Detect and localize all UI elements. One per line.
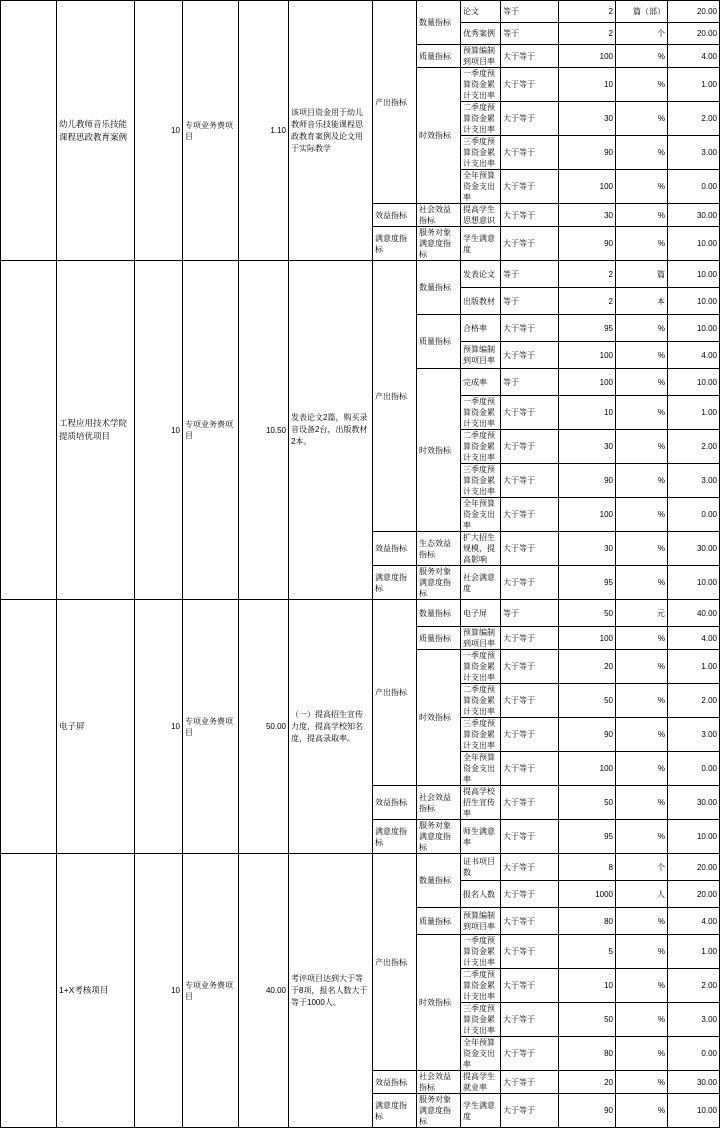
indicator-weight: 30.00 bbox=[668, 204, 720, 227]
project-score: 10 bbox=[135, 261, 183, 600]
indicator-operator: 等于 bbox=[501, 288, 559, 315]
indicator-unit: % bbox=[616, 752, 668, 786]
indicator-unit: % bbox=[616, 718, 668, 752]
indicator-weight: 10.00 bbox=[668, 1094, 720, 1128]
indicator-group-label: 时效指标 bbox=[417, 650, 461, 786]
indicator-value: 20 bbox=[559, 650, 616, 684]
benefit-indicator-sublabel: 社会效益指标 bbox=[417, 786, 461, 820]
indicator-weight: 10.00 bbox=[668, 288, 720, 315]
indicator-name: 完成率 bbox=[461, 369, 501, 396]
indicator-value: 100 bbox=[559, 369, 616, 396]
indicator-unit: % bbox=[616, 396, 668, 430]
output-indicator-label: 产出指标 bbox=[373, 261, 417, 532]
indicator-weight: 3.00 bbox=[668, 718, 720, 752]
indicator-weight: 3.00 bbox=[668, 1003, 720, 1037]
indicator-operator: 大于等于 bbox=[501, 227, 559, 261]
benefit-indicator-label: 效益指标 bbox=[373, 204, 417, 227]
indicator-weight: 30.00 bbox=[668, 1071, 720, 1094]
indicator-value: 50 bbox=[559, 786, 616, 820]
indicator-weight: 10.00 bbox=[668, 227, 720, 261]
indicator-weight: 40.00 bbox=[668, 600, 720, 627]
indicator-operator: 大于等于 bbox=[501, 430, 559, 464]
indicator-group-label: 时效指标 bbox=[417, 369, 461, 532]
indicator-value: 100 bbox=[559, 752, 616, 786]
indicator-name: 全年预算资金支出率 bbox=[461, 752, 501, 786]
indicator-operator: 大于等于 bbox=[501, 650, 559, 684]
indicator-value: 5 bbox=[559, 935, 616, 969]
indicator-weight: 20.00 bbox=[668, 854, 720, 881]
indicator-operator: 大于等于 bbox=[501, 464, 559, 498]
indicator-name: 报名人数 bbox=[461, 881, 501, 908]
indicator-group-label: 数量指标 bbox=[417, 1, 461, 45]
project-score: 10 bbox=[135, 600, 183, 854]
output-indicator-label: 产出指标 bbox=[373, 1, 417, 204]
indicator-value: 50 bbox=[559, 684, 616, 718]
indicator-operator: 大于等于 bbox=[501, 881, 559, 908]
project-amount: 40.00 bbox=[239, 854, 289, 1128]
spacer-cell bbox=[1, 600, 57, 854]
indicator-unit: % bbox=[616, 566, 668, 600]
indicator-operator: 大于等于 bbox=[501, 396, 559, 430]
indicator-value: 8 bbox=[559, 854, 616, 881]
indicator-weight: 1.00 bbox=[668, 935, 720, 969]
indicator-operator: 大于等于 bbox=[501, 718, 559, 752]
indicator-weight: 1.00 bbox=[668, 396, 720, 430]
indicator-weight: 10.00 bbox=[668, 315, 720, 342]
indicator-value: 20 bbox=[559, 1071, 616, 1094]
project-type: 专项业务费项目 bbox=[183, 600, 239, 854]
indicator-name: 预算编制到项目率 bbox=[461, 342, 501, 369]
indicator-operator: 大于等于 bbox=[501, 342, 559, 369]
indicator-value: 90 bbox=[559, 718, 616, 752]
indicator-value: 50 bbox=[559, 1003, 616, 1037]
project-description: （一）提高招生宣传力度，提高学校知名度，提高录取率。 bbox=[289, 600, 373, 854]
indicator-operator: 大于等于 bbox=[501, 969, 559, 1003]
indicator-name: 社会满意度 bbox=[461, 566, 501, 600]
satisfaction-indicator-sublabel: 服务对象满意度指标 bbox=[417, 227, 461, 261]
project-description: 该项目资金用于幼儿教师音乐技能课程思政教育案例及论文用于实际教学 bbox=[289, 1, 373, 261]
indicator-operator: 大于等于 bbox=[501, 566, 559, 600]
indicator-operator: 大于等于 bbox=[501, 498, 559, 532]
indicator-unit: % bbox=[616, 45, 668, 68]
indicator-value: 10 bbox=[559, 396, 616, 430]
indicator-unit: 篇（部） bbox=[616, 1, 668, 23]
indicator-name: 三季度预算资金累计支出率 bbox=[461, 136, 501, 170]
indicator-operator: 等于 bbox=[501, 600, 559, 627]
indicator-value: 90 bbox=[559, 1094, 616, 1128]
project-name: 1+X考核项目 bbox=[57, 854, 135, 1128]
indicator-value: 100 bbox=[559, 170, 616, 204]
indicator-unit: % bbox=[616, 204, 668, 227]
benefit-indicator-sublabel: 社会效益指标 bbox=[417, 1071, 461, 1094]
indicator-name: 一季度预算资金累计支出率 bbox=[461, 935, 501, 969]
indicator-unit: 元 bbox=[616, 600, 668, 627]
indicator-operator: 大于等于 bbox=[501, 627, 559, 650]
indicator-weight: 1.00 bbox=[668, 68, 720, 102]
indicator-name: 优秀案例 bbox=[461, 23, 501, 45]
indicator-unit: % bbox=[616, 786, 668, 820]
project-amount: 10.50 bbox=[239, 261, 289, 600]
indicator-weight: 20.00 bbox=[668, 1, 720, 23]
indicator-weight: 2.00 bbox=[668, 430, 720, 464]
indicator-value: 1000 bbox=[559, 881, 616, 908]
indicator-value: 95 bbox=[559, 315, 616, 342]
project-score: 10 bbox=[135, 854, 183, 1128]
indicator-operator: 大于等于 bbox=[501, 1003, 559, 1037]
indicator-weight: 4.00 bbox=[668, 908, 720, 935]
project-score: 10 bbox=[135, 1, 183, 261]
indicator-unit: % bbox=[616, 170, 668, 204]
indicator-operator: 大于等于 bbox=[501, 315, 559, 342]
indicator-unit: % bbox=[616, 1094, 668, 1128]
indicator-weight: 10.00 bbox=[668, 369, 720, 396]
spacer-cell bbox=[1, 1, 57, 261]
project-type: 专项业务费项目 bbox=[183, 854, 239, 1128]
indicator-group-label: 质量指标 bbox=[417, 627, 461, 650]
indicator-weight: 30.00 bbox=[668, 532, 720, 566]
indicator-unit: 人 bbox=[616, 881, 668, 908]
indicator-value: 10 bbox=[559, 969, 616, 1003]
indicator-value: 95 bbox=[559, 820, 616, 854]
indicator-value: 2 bbox=[559, 261, 616, 288]
indicator-value: 90 bbox=[559, 464, 616, 498]
indicator-unit: % bbox=[616, 136, 668, 170]
table-row bbox=[1, 1, 720, 23]
spacer-cell bbox=[1, 854, 57, 1128]
indicator-weight: 10.00 bbox=[668, 820, 720, 854]
indicator-name: 二季度预算资金累计支出率 bbox=[461, 969, 501, 1003]
indicator-weight: 0.00 bbox=[668, 498, 720, 532]
satisfaction-indicator-sublabel: 服务对象满意度指标 bbox=[417, 820, 461, 854]
indicator-name: 扩大招生规模，提高影响 bbox=[461, 532, 501, 566]
table-row bbox=[1, 261, 720, 288]
indicator-operator: 大于等于 bbox=[501, 136, 559, 170]
indicator-name: 二季度预算资金累计支出率 bbox=[461, 102, 501, 136]
indicator-value: 50 bbox=[559, 600, 616, 627]
indicator-name: 全年预算资金支出率 bbox=[461, 498, 501, 532]
indicator-operator: 大于等于 bbox=[501, 684, 559, 718]
indicator-weight: 4.00 bbox=[668, 342, 720, 369]
indicator-unit: % bbox=[616, 935, 668, 969]
indicator-operator: 等于 bbox=[501, 1, 559, 23]
indicator-group-label: 数量指标 bbox=[417, 261, 461, 315]
project-type: 专项业务费项目 bbox=[183, 261, 239, 600]
table-row bbox=[1, 854, 720, 881]
indicator-operator: 等于 bbox=[501, 369, 559, 396]
indicator-group-label: 质量指标 bbox=[417, 315, 461, 369]
indicator-operator: 大于等于 bbox=[501, 908, 559, 935]
indicator-unit: % bbox=[616, 369, 668, 396]
indicator-weight: 2.00 bbox=[668, 969, 720, 1003]
indicator-operator: 等于 bbox=[501, 23, 559, 45]
indicator-name: 一季度预算资金累计支出率 bbox=[461, 396, 501, 430]
project-name: 电子屏 bbox=[57, 600, 135, 854]
indicator-value: 30 bbox=[559, 204, 616, 227]
indicator-unit: % bbox=[616, 498, 668, 532]
indicator-name: 提高学生思想意识 bbox=[461, 204, 501, 227]
project-description: 发表论文2篇，购买录音设备2台，出版教材2本。 bbox=[289, 261, 373, 600]
indicator-operator: 大于等于 bbox=[501, 820, 559, 854]
indicator-name: 二季度预算资金累计支出率 bbox=[461, 684, 501, 718]
indicator-value: 10 bbox=[559, 68, 616, 102]
indicator-value: 2 bbox=[559, 1, 616, 23]
project-description: 考评项目达到大于等于8项，报名人数大于等于1000人。 bbox=[289, 854, 373, 1128]
project-amount: 50.00 bbox=[239, 600, 289, 854]
indicator-value: 2 bbox=[559, 288, 616, 315]
satisfaction-indicator-label: 满意度指标 bbox=[373, 566, 417, 600]
indicator-unit: % bbox=[616, 650, 668, 684]
indicator-operator: 大于等于 bbox=[501, 170, 559, 204]
indicator-name: 出版教材 bbox=[461, 288, 501, 315]
indicator-operator: 大于等于 bbox=[501, 1071, 559, 1094]
indicator-unit: % bbox=[616, 227, 668, 261]
benefit-indicator-sublabel: 生态效益指标 bbox=[417, 532, 461, 566]
indicator-operator: 大于等于 bbox=[501, 1037, 559, 1071]
indicator-weight: 2.00 bbox=[668, 684, 720, 718]
indicator-weight: 0.00 bbox=[668, 170, 720, 204]
indicator-operator: 等于 bbox=[501, 261, 559, 288]
indicator-name: 证书项目数 bbox=[461, 854, 501, 881]
indicator-operator: 大于等于 bbox=[501, 532, 559, 566]
indicator-weight: 4.00 bbox=[668, 627, 720, 650]
indicator-operator: 大于等于 bbox=[501, 935, 559, 969]
indicator-operator: 大于等于 bbox=[501, 102, 559, 136]
indicator-group-label: 时效指标 bbox=[417, 68, 461, 204]
indicator-value: 100 bbox=[559, 498, 616, 532]
indicator-name: 电子屏 bbox=[461, 600, 501, 627]
indicator-unit: % bbox=[616, 342, 668, 369]
indicator-operator: 大于等于 bbox=[501, 854, 559, 881]
indicator-group-label: 质量指标 bbox=[417, 45, 461, 68]
indicator-weight: 0.00 bbox=[668, 1037, 720, 1071]
indicator-value: 95 bbox=[559, 566, 616, 600]
indicator-value: 30 bbox=[559, 102, 616, 136]
indicator-name: 一季度预算资金累计支出率 bbox=[461, 650, 501, 684]
satisfaction-indicator-label: 满意度指标 bbox=[373, 227, 417, 261]
indicator-operator: 大于等于 bbox=[501, 752, 559, 786]
indicator-name: 预算编制到项目率 bbox=[461, 627, 501, 650]
indicator-value: 90 bbox=[559, 227, 616, 261]
indicator-name: 预算编制到项目率 bbox=[461, 908, 501, 935]
indicator-unit: % bbox=[616, 627, 668, 650]
indicator-value: 100 bbox=[559, 627, 616, 650]
indicator-name: 学生满意度 bbox=[461, 1094, 501, 1128]
spacer-cell bbox=[1, 261, 57, 600]
indicator-unit: % bbox=[616, 315, 668, 342]
indicator-name: 全年预算资金支出率 bbox=[461, 1037, 501, 1071]
indicator-unit: 个 bbox=[616, 854, 668, 881]
indicator-unit: 篇 bbox=[616, 261, 668, 288]
indicator-unit: % bbox=[616, 1071, 668, 1094]
indicator-name: 一季度预算资金累计支出率 bbox=[461, 68, 501, 102]
indicator-group-label: 数量指标 bbox=[417, 854, 461, 908]
indicator-unit: % bbox=[616, 908, 668, 935]
indicator-weight: 3.00 bbox=[668, 464, 720, 498]
indicator-unit: % bbox=[616, 1003, 668, 1037]
indicator-value: 100 bbox=[559, 342, 616, 369]
indicator-unit: % bbox=[616, 1037, 668, 1071]
indicator-weight: 0.00 bbox=[668, 752, 720, 786]
indicator-unit: % bbox=[616, 464, 668, 498]
indicator-name: 学生满意度 bbox=[461, 227, 501, 261]
indicator-unit: 本 bbox=[616, 288, 668, 315]
indicator-value: 30 bbox=[559, 430, 616, 464]
indicator-operator: 大于等于 bbox=[501, 68, 559, 102]
indicator-unit: % bbox=[616, 820, 668, 854]
indicator-unit: 个 bbox=[616, 23, 668, 45]
indicator-value: 30 bbox=[559, 532, 616, 566]
indicator-name: 师生满意率 bbox=[461, 820, 501, 854]
table-row bbox=[1, 600, 720, 627]
project-amount: 1.10 bbox=[239, 1, 289, 261]
indicator-name: 三季度预算资金累计支出率 bbox=[461, 1003, 501, 1037]
indicator-weight: 4.00 bbox=[668, 45, 720, 68]
indicator-unit: % bbox=[616, 684, 668, 718]
indicator-weight: 3.00 bbox=[668, 136, 720, 170]
satisfaction-indicator-label: 满意度指标 bbox=[373, 820, 417, 854]
indicator-weight: 1.00 bbox=[668, 650, 720, 684]
indicator-name: 论文 bbox=[461, 1, 501, 23]
indicator-unit: % bbox=[616, 430, 668, 464]
indicator-group-label: 质量指标 bbox=[417, 908, 461, 935]
indicator-value: 80 bbox=[559, 908, 616, 935]
benefit-indicator-label: 效益指标 bbox=[373, 1071, 417, 1094]
satisfaction-indicator-sublabel: 服务对象满意度指标 bbox=[417, 566, 461, 600]
indicator-unit: % bbox=[616, 532, 668, 566]
indicator-value: 80 bbox=[559, 1037, 616, 1071]
indicator-name: 全年预算资金支出率 bbox=[461, 170, 501, 204]
indicator-operator: 大于等于 bbox=[501, 1094, 559, 1128]
indicator-name: 提高学生就业率 bbox=[461, 1071, 501, 1094]
indicator-weight: 2.00 bbox=[668, 102, 720, 136]
benefit-indicator-sublabel: 社会效益指标 bbox=[417, 204, 461, 227]
indicator-value: 100 bbox=[559, 45, 616, 68]
indicator-name: 三季度预算资金累计支出率 bbox=[461, 464, 501, 498]
benefit-indicator-label: 效益指标 bbox=[373, 786, 417, 820]
indicator-weight: 30.00 bbox=[668, 786, 720, 820]
indicator-operator: 大于等于 bbox=[501, 45, 559, 68]
output-indicator-label: 产出指标 bbox=[373, 854, 417, 1071]
indicator-name: 合格率 bbox=[461, 315, 501, 342]
indicator-group-label: 数量指标 bbox=[417, 600, 461, 627]
project-name: 幼儿教师音乐技能课程思政教育案例 bbox=[57, 1, 135, 261]
indicator-weight: 20.00 bbox=[668, 23, 720, 45]
indicator-operator: 大于等于 bbox=[501, 786, 559, 820]
output-indicator-label: 产出指标 bbox=[373, 600, 417, 786]
project-type: 专项业务费项目 bbox=[183, 1, 239, 261]
indicator-weight: 10.00 bbox=[668, 566, 720, 600]
indicator-weight: 10.00 bbox=[668, 261, 720, 288]
indicator-operator: 大于等于 bbox=[501, 204, 559, 227]
indicator-group-label: 时效指标 bbox=[417, 935, 461, 1071]
indicator-value: 2 bbox=[559, 23, 616, 45]
indicator-unit: % bbox=[616, 969, 668, 1003]
indicator-name: 二季度预算资金累计支出率 bbox=[461, 430, 501, 464]
satisfaction-indicator-sublabel: 服务对象满意度指标 bbox=[417, 1094, 461, 1128]
indicator-weight: 20.00 bbox=[668, 881, 720, 908]
satisfaction-indicator-label: 满意度指标 bbox=[373, 1094, 417, 1128]
indicator-name: 预算编制到项目率 bbox=[461, 45, 501, 68]
indicator-name: 三季度预算资金累计支出率 bbox=[461, 718, 501, 752]
indicator-value: 90 bbox=[559, 136, 616, 170]
benefit-indicator-label: 效益指标 bbox=[373, 532, 417, 566]
project-name: 工程应用技术学院提质培优项目 bbox=[57, 261, 135, 600]
indicator-name: 发表论文 bbox=[461, 261, 501, 288]
indicator-unit: % bbox=[616, 102, 668, 136]
indicator-unit: % bbox=[616, 68, 668, 102]
indicator-name: 提高学校招生宣传率 bbox=[461, 786, 501, 820]
